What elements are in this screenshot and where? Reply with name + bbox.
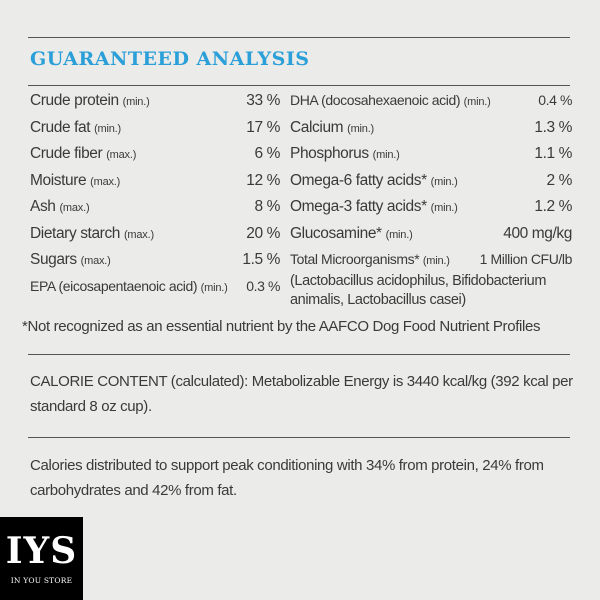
nutrient-row: Omega-3 fatty acids* (min.) 1.2 % <box>290 198 572 215</box>
section-heading: GUARANTEED ANALYSIS <box>30 48 310 70</box>
nutrient-row: Omega-6 fatty acids* (min.) 2 % <box>290 171 572 189</box>
nutrient-row: Crude fat (min.) 17 % <box>30 118 280 136</box>
nutrient-row: DHA (docosahexaenoic acid) (min.) 0.4 % <box>290 92 572 108</box>
top-divider <box>28 37 570 38</box>
nutrient-row: Calcium (min.) 1.3 % <box>290 118 572 136</box>
calorie-distribution: Calories distributed to support peak conditioning with 34% from protein, 24% from carbohydrates and 42% from fat. <box>30 457 544 499</box>
heading-divider <box>28 85 570 86</box>
nutrient-row: Dietary starch (max.) 20 % <box>30 224 280 242</box>
divider <box>28 437 570 438</box>
divider <box>28 354 570 355</box>
nutrient-list-right <box>290 92 572 310</box>
footnote: *Not recognized as an essential nutrient by the AAFCO Dog Food Nutrient Profiles <box>22 318 541 335</box>
nutrient-row: Crude protein (min.) 33 % <box>30 92 280 109</box>
nutrient-row: Sugars (max.) 1.5 % <box>30 251 280 268</box>
calorie-content: CALORIE CONTENT (calculated): Metabolizable Energy is 3440 kcal/kg (392 kcal per standard 8 oz cup). <box>30 373 573 415</box>
nutrient-list-left <box>30 92 280 304</box>
logo-tagline: IN YOU STORE <box>10 576 73 585</box>
nutrient-row: Moisture (max.) 12 % <box>30 171 280 189</box>
store-logo <box>0 517 83 600</box>
nutrient-row: Total Microorganisms* (min.) 1 Million CFU/lb <box>290 251 572 267</box>
microorganisms-detail: (Lactobacillus acidophilus, Bifidobacterium animalis, Lactobacillus casei) <box>290 272 547 308</box>
nutrient-row: EPA (eicosapentaenoic acid) (min.) 0.3 % <box>30 277 280 294</box>
nutrient-row: Phosphorus (min.) 1.1 % <box>290 145 572 162</box>
nutrient-row: Ash (max.) 8 % <box>30 198 280 215</box>
nutrient-row: Glucosamine* (min.) 400 mg/kg <box>290 224 572 242</box>
nutrient-row: Crude fiber (max.) 6 % <box>30 145 280 162</box>
logo-mark: IYS <box>5 530 78 572</box>
